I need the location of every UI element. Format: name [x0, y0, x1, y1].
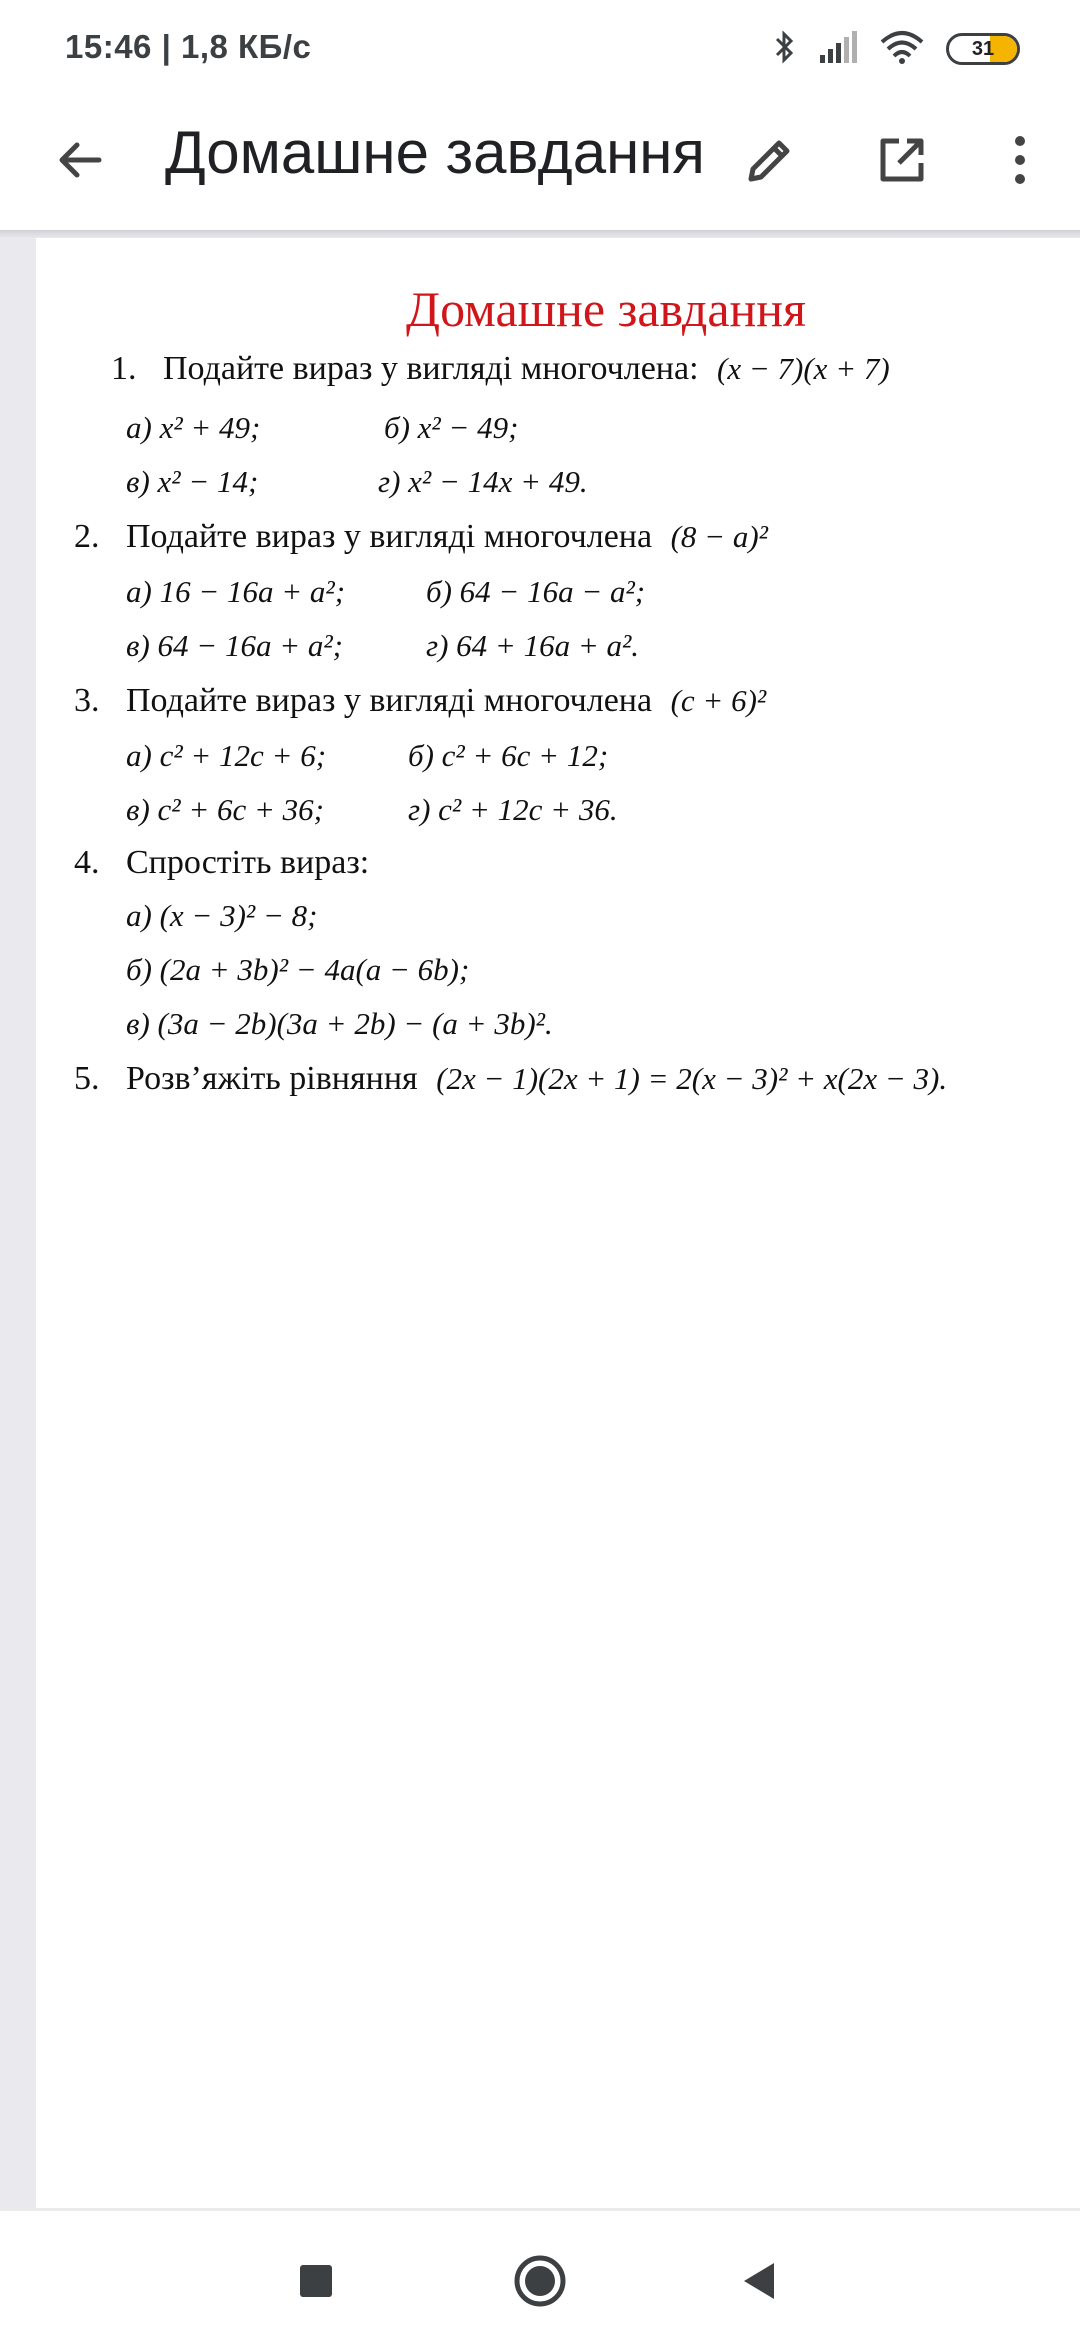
- back-nav-button[interactable]: [720, 2241, 800, 2321]
- task-2-option-c: в) 64 − 16a + a²;: [126, 628, 343, 663]
- task-1-number: 1.: [111, 350, 137, 387]
- open-in-new-button[interactable]: [862, 120, 942, 200]
- task-1-option-d: г) x² − 14x + 49.: [378, 464, 588, 499]
- triangle-back-icon: [738, 2259, 782, 2303]
- task-1-option-b: б) x² − 49;: [384, 410, 519, 445]
- task-1-option-a: а) x² + 49;: [126, 410, 261, 445]
- task-4-text: Спростіть вираз:: [126, 844, 370, 881]
- task-2-number: 2.: [74, 518, 100, 555]
- status-time-speed: 15:46 | 1,8 КБ/с: [65, 28, 312, 65]
- task-5-number: 5.: [74, 1060, 100, 1097]
- task-4-option-b: б) (2a + 3b)² − 4a(a − 6b);: [126, 952, 470, 987]
- app-bar-shadow: [0, 230, 1080, 238]
- task-5: [74, 1060, 947, 1098]
- document-heading: Домашне завдання: [406, 281, 807, 337]
- task-2: [74, 518, 768, 556]
- task-1-expression: (x − 7)(x + 7): [717, 351, 890, 386]
- document-page: [36, 238, 1080, 2208]
- document-title: Домашне завдання: [165, 119, 705, 186]
- task-2-option-a: а) 16 − 16a + a²;: [126, 574, 346, 609]
- task-4-number: 4.: [74, 844, 100, 881]
- battery-icon: [946, 33, 1020, 65]
- task-1-option-c: в) x² − 14;: [126, 464, 259, 499]
- task-4-option-c: в) (3a − 2b)(3a + 2b) − (a + 3b)².: [126, 1006, 553, 1041]
- task-2-expression: (8 − a)²: [670, 519, 768, 554]
- navigation-bar: [0, 2210, 1080, 2341]
- app-bar: [0, 96, 1080, 230]
- task-2-option-d: г) 64 + 16a + a².: [426, 628, 640, 663]
- recents-button[interactable]: [276, 2241, 356, 2321]
- arrow-back-icon: [55, 135, 105, 185]
- pencil-icon: [743, 133, 797, 187]
- task-4: [74, 844, 369, 882]
- task-3-option-a: а) c² + 12c + 6;: [126, 738, 327, 773]
- edit-button[interactable]: [730, 120, 810, 200]
- task-3-expression: (c + 6)²: [670, 683, 767, 718]
- wifi-icon: [880, 30, 924, 68]
- task-3-option-d: г) c² + 12c + 36.: [408, 792, 618, 827]
- task-2-option-b: б) 64 − 16a − a²;: [426, 574, 646, 609]
- open-in-new-icon: [875, 133, 929, 187]
- task-1-text: Подайте вираз у вигляді многочлена:: [163, 350, 699, 387]
- bluetooth-icon: [774, 29, 796, 69]
- battery-level: 31: [971, 37, 995, 60]
- task-3-option-c: в) c² + 6c + 36;: [126, 792, 325, 827]
- task-3-text: Подайте вираз у вигляді многочлена: [126, 682, 653, 719]
- task-1: [111, 350, 890, 388]
- task-4-option-a: а) (x − 3)² − 8;: [126, 898, 318, 933]
- status-icons: [774, 26, 1020, 72]
- more-options-button[interactable]: [980, 120, 1060, 200]
- home-circle-icon: [512, 2253, 568, 2309]
- task-3: [74, 682, 766, 720]
- more-vert-icon: [1010, 133, 1030, 187]
- task-3-option-b: б) c² + 6c + 12;: [408, 738, 609, 773]
- home-button[interactable]: [500, 2241, 580, 2321]
- task-5-expression: (2x − 1)(2x + 1) = 2(x − 3)² + x(2x − 3).: [436, 1061, 948, 1096]
- signal-icon: [818, 31, 858, 67]
- square-icon: [296, 2261, 336, 2301]
- status-bar: [0, 0, 1080, 96]
- back-button[interactable]: [40, 120, 120, 200]
- task-2-text: Подайте вираз у вигляді многочлена: [126, 518, 653, 555]
- task-5-text: Розв’яжіть рівняння: [126, 1060, 418, 1097]
- task-3-number: 3.: [74, 682, 100, 719]
